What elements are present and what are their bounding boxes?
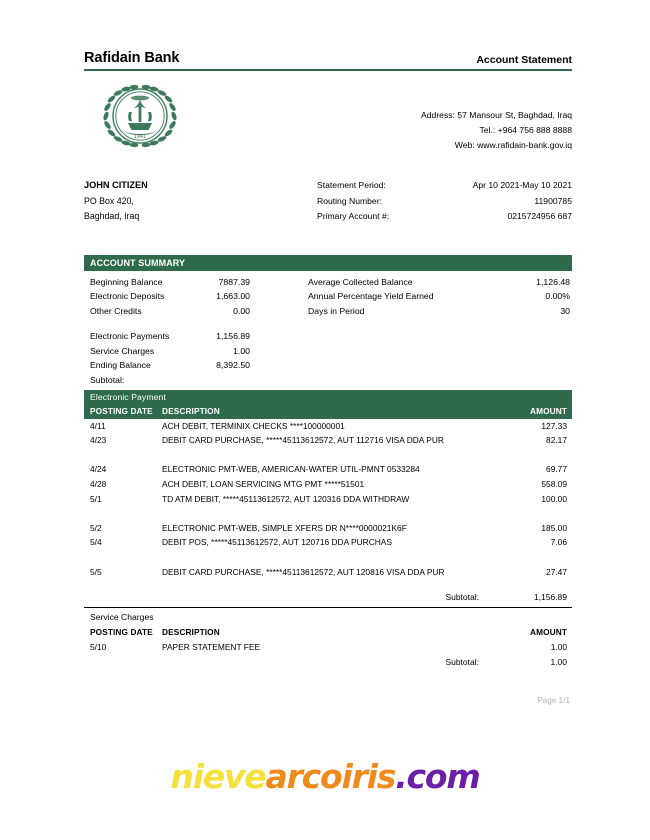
summary-row (84, 289, 302, 304)
watermark-part-1: nieve (170, 757, 266, 796)
summary-row (84, 358, 302, 373)
contact-web-value[interactable]: www.rafidain-bank.gov.iq (477, 140, 572, 150)
routing-number-value: 11900785 (534, 195, 572, 206)
account-meta-row (317, 194, 572, 210)
service-charges-subtotal-row (84, 655, 572, 670)
summary-column-left-secondary (84, 329, 302, 373)
summary-column-left (84, 275, 302, 319)
electronic-deposits-value: 1,663.00 (216, 291, 250, 302)
table-row (84, 462, 572, 477)
table-row (84, 521, 572, 536)
table-row (84, 477, 572, 492)
row-amount: 7.06 (550, 537, 567, 548)
other-credits-value: 0.00 (233, 305, 250, 316)
row-posting-date: 5/1 (90, 493, 102, 504)
summary-spacer (84, 318, 572, 329)
bank-logo-icon (84, 80, 196, 154)
service-charges-value: 1.00 (233, 345, 250, 356)
summary-row (302, 275, 572, 290)
contact-block (272, 80, 572, 154)
apy-earned-value: 0.00% (545, 291, 570, 302)
column-header-posting-date: POSTING DATE (90, 627, 153, 638)
document-header (84, 50, 572, 66)
contact-address-label: Address: (421, 110, 455, 120)
row-posting-date: 4/24 (90, 464, 107, 475)
beginning-balance-value: 7887.39 (218, 276, 250, 287)
customer-and-account-meta (84, 178, 572, 225)
service-charges-subtotal-value: 1.00 (550, 656, 567, 667)
table-row (84, 535, 572, 550)
routing-number-label: Routing Number: (317, 195, 382, 206)
row-description: ELECTRONIC PMT-WEB, SIMPLE XFERS DR N****0000021K6F (162, 522, 407, 533)
row-description: ACH DEBIT, LOAN SERVICING MTG PMT *****51501 (162, 479, 365, 490)
customer-block (84, 178, 294, 225)
electronic-payment-subtotal-value: 1,156.89 (533, 592, 567, 603)
row-amount: 69.77 (546, 464, 567, 475)
row-description: ELECTRONIC PMT-WEB, AMERICAN-WATER UTIL-PMNT 0533284 (162, 464, 420, 475)
row-posting-date: 4/11 (90, 420, 106, 431)
days-in-period-label: Days in Period (308, 305, 365, 316)
contact-web-label: Web: (454, 140, 475, 150)
column-header-description: DESCRIPTION (162, 627, 220, 638)
row-description: DEBIT POS, *****45113612572, AUT 120716 DDA PURCHAS (162, 537, 392, 548)
column-header-description: DESCRIPTION (162, 405, 220, 416)
customer-address-line-2: Baghdad, Iraq (84, 211, 140, 221)
logo-year: 1941 (133, 134, 147, 140)
row-posting-date: 5/2 (90, 522, 102, 533)
summary-row (84, 344, 302, 359)
account-meta-row (317, 209, 572, 225)
row-amount: 185.00 (541, 522, 567, 533)
summary-row (84, 275, 302, 290)
row-amount: 1.00 (550, 642, 567, 653)
row-description: DEBIT CARD PURCHASE, *****45113612572, AUT 112716 VISA DDA PUR (162, 435, 444, 446)
header-divider (84, 69, 572, 71)
page-number: Page 1/1 (537, 695, 570, 705)
table-row (84, 565, 572, 580)
electronic-payment-column-header (84, 404, 572, 419)
contact-address-line (272, 108, 572, 123)
days-in-period-value: 30 (560, 305, 570, 316)
row-posting-date: 5/5 (90, 566, 102, 577)
column-header-amount: AMOUNT (529, 405, 567, 416)
service-charges-column-header (84, 625, 572, 640)
statement-period-value: Apr 10 2021-May 10 2021 (472, 180, 572, 190)
customer-name: JOHN CITIZEN (84, 180, 148, 190)
account-summary-section (84, 255, 572, 388)
electronic-payment-subtotal-row (84, 590, 572, 605)
summary-row (84, 304, 302, 319)
row-description: DEBIT CARD PURCHASE, *****45113612572, AUT 120816 VISA DDA PUR (162, 566, 445, 577)
contact-address-value: 57 Mansour St, Baghdad, Iraq (457, 110, 572, 120)
watermark-part-2: arcoiris (265, 757, 396, 796)
summary-row (302, 289, 572, 304)
average-collected-balance-value: 1,126.48 (536, 276, 570, 287)
account-summary-band: ACCOUNT SUMMARY (84, 255, 572, 271)
brand-and-contact (84, 80, 572, 154)
row-posting-date: 4/28 (90, 479, 107, 490)
service-charges-section-title: Service Charges (90, 612, 154, 623)
electronic-payments-label: Electronic Payments (90, 331, 170, 342)
row-amount: 82.17 (546, 435, 567, 446)
service-charges-subtotal-label: Subtotal: (445, 656, 479, 667)
service-charges-label: Service Charges (90, 345, 155, 356)
row-description: ACH DEBIT, TERMINIX CHECKS ****100000001 (162, 420, 345, 431)
summary-row (302, 304, 572, 319)
contact-tel-line (272, 123, 572, 138)
row-amount: 127.33 (541, 420, 567, 431)
row-amount: 558.09 (541, 479, 567, 490)
contact-tel-label: Tel.: (479, 125, 496, 135)
service-charges-table (84, 607, 572, 670)
summary-subtotal-label: Subtotal: (90, 375, 125, 386)
contact-tel-value: +964 756 888 8888 (497, 125, 572, 135)
column-header-amount: AMOUNT (529, 627, 567, 638)
average-collected-balance-label: Average Collected Balance (308, 276, 413, 287)
row-posting-date: 5/4 (90, 537, 102, 548)
watermark-part-3: .com (395, 757, 480, 796)
customer-address-line-1: PO Box 420, (84, 195, 134, 206)
primary-account-label: Primary Account #: (317, 211, 390, 221)
row-description: TD ATM DEBIT, *****45113612572, AUT 120316 DDA WITHDRAW (162, 493, 410, 504)
summary-column-right (302, 275, 572, 319)
row-description: PAPER STATEMENT FEE (162, 642, 261, 653)
beginning-balance-label: Beginning Balance (90, 276, 163, 287)
primary-account-value: 0215724956 687 (507, 211, 572, 221)
electronic-deposits-label: Electronic Deposits (90, 291, 165, 302)
table-row (84, 433, 572, 448)
summary-row (84, 329, 302, 344)
apy-earned-label: Annual Percentage Yield Earned (308, 291, 434, 302)
column-header-posting-date: POSTING DATE (90, 405, 153, 416)
row-amount: 27.47 (546, 566, 567, 577)
row-posting-date: 5/10 (90, 642, 107, 653)
contact-web-line (272, 138, 572, 153)
table-row (84, 640, 572, 655)
watermark (0, 757, 650, 796)
account-meta-block (317, 178, 572, 225)
row-posting-date: 4/23 (90, 435, 107, 446)
ending-balance-label: Ending Balance (90, 360, 151, 371)
electronic-payments-value: 1,156.89 (216, 331, 250, 342)
other-credits-label: Other Credits (90, 305, 142, 316)
statement-period-label: Statement Period: (317, 180, 386, 190)
table-row (84, 419, 572, 434)
account-meta-row (317, 178, 572, 194)
table-row (84, 492, 572, 507)
row-amount: 100.00 (541, 493, 567, 504)
statement-content (84, 50, 572, 705)
ending-balance-value: 8,392.50 (216, 360, 250, 371)
bank-name: Rafidain Bank (84, 50, 180, 66)
account-summary-grid (84, 271, 572, 319)
table-spacer (84, 579, 572, 590)
electronic-payment-subtotal-label: Subtotal: (445, 592, 479, 603)
electronic-payment-section-title: Electronic Payment (84, 390, 572, 404)
page-title: Account Statement (476, 54, 572, 66)
electronic-payment-table (84, 390, 572, 606)
